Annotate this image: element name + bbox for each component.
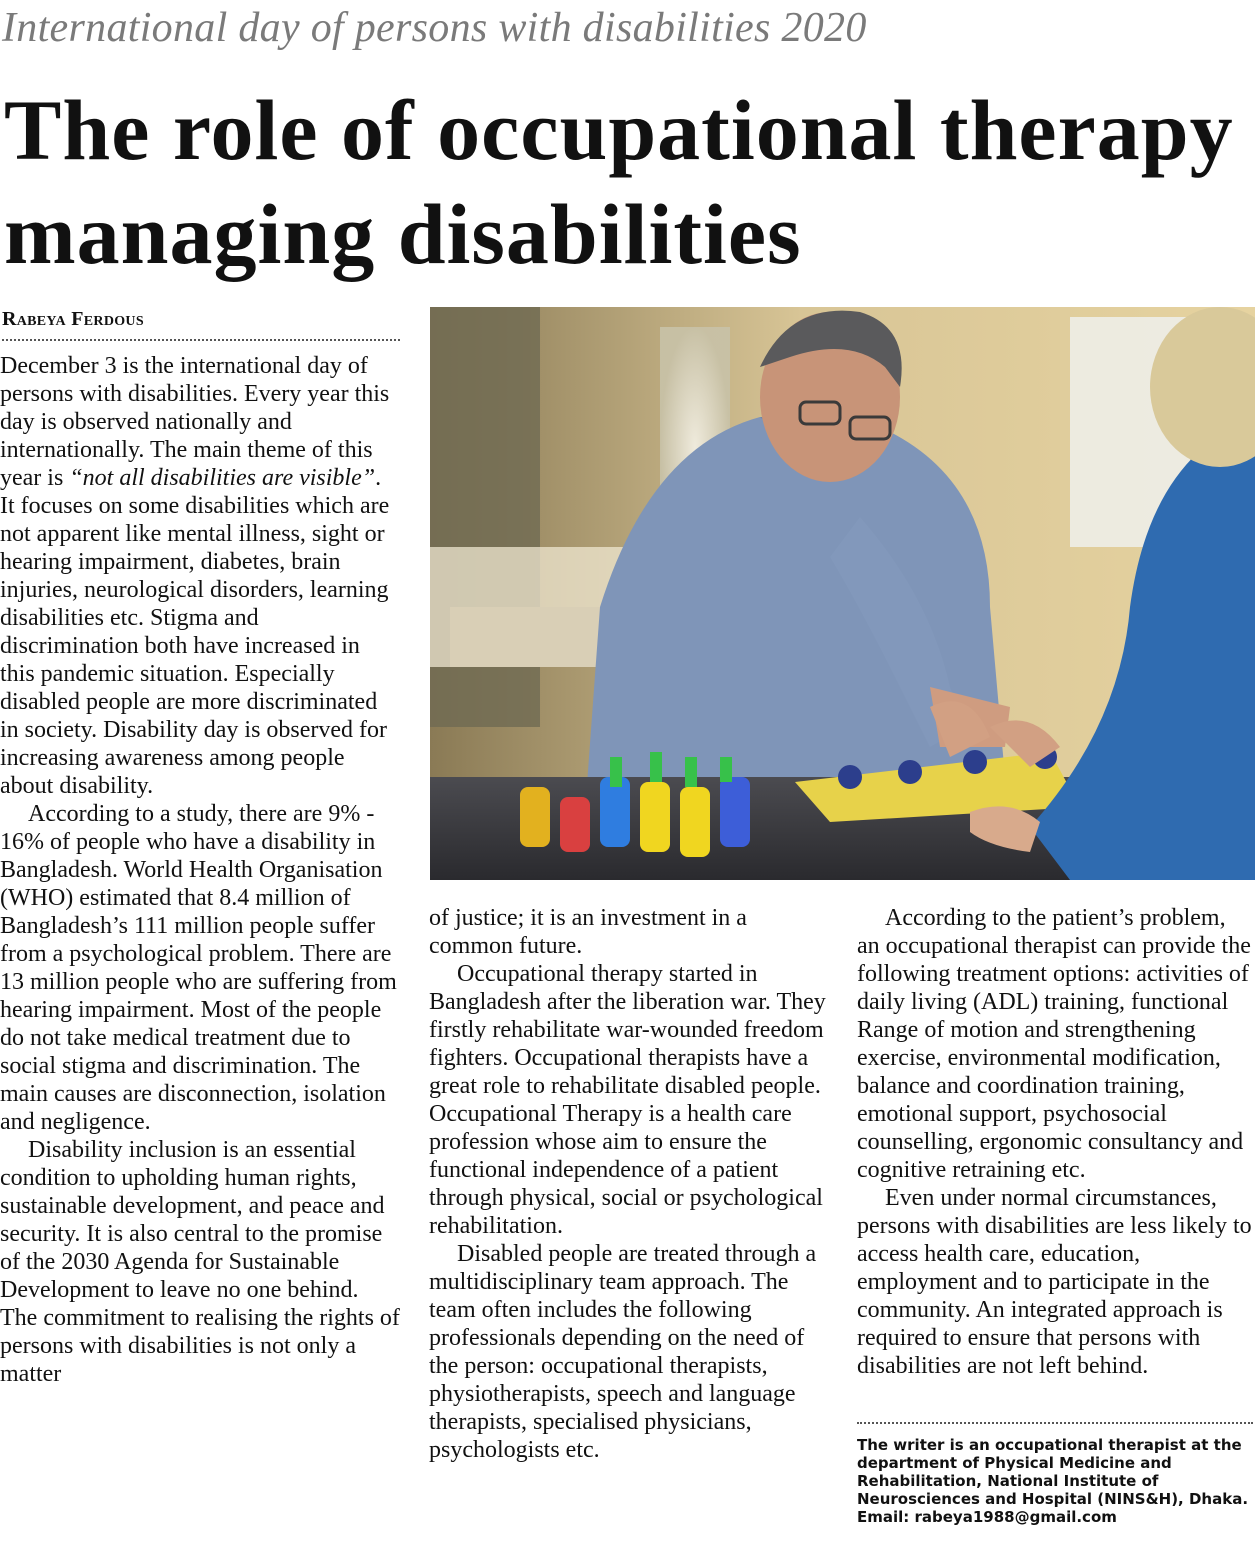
paragraph-4: of justice; it is an investment in a common future.: [429, 905, 747, 959]
paragraph-7: According to the patient’s problem, an occupational therapist can provide the following treatment options: activities of daily living (ADL) training, functional Range of motion and strengthening exercise, environmental modification, balance and coordination training, emotional support, psychosocial counselling, ergonomic consultancy and cognitive retraining etc.: [857, 905, 1251, 1183]
headline-line-2: managing disabilities: [4, 186, 802, 282]
paragraph-1: [0, 352, 400, 800]
theme-quote: “not all disabilities are visible”: [69, 465, 376, 491]
article-column-1: [0, 352, 400, 1388]
byline: Rabeya Ferdous: [2, 305, 400, 341]
paragraph-3: Disability inclusion is an essential condition to upholding human rights, sustainable development, and peace and security. It is also central to the promise of the 2030 Agenda for Sustainable Development to leave no one behind. The commitment to realising the rights of persons with disabilities is not only a matter: [0, 1137, 400, 1387]
paragraph-6: Disabled people are treated through a multidisciplinary team approach. The team often includes the following professionals depending on the need of the person: occupational therapists, physiotherapists, speech and language therapists, specialised physicians, psychologists etc.: [429, 1241, 817, 1463]
headline: [4, 78, 1254, 286]
article-photo: [430, 307, 1255, 880]
paragraph-2: According to a study, there are 9% - 16% of people who have a disability in Bangladesh. World Health Organisation (WHO) estimated that 8.4 million of Bangladesh’s 111 million people suffer from a psychological problem. There are 13 million people who are suffering from hearing impairment. Most of the people do not take medical treatment due to social stigma and discrimination. The main causes are disconnection, isolation and negligence.: [0, 801, 397, 1135]
article-column-3: [857, 904, 1253, 1380]
headline-line-1: The role of occupational therapy: [4, 82, 1234, 178]
paragraph-1-rest: . It focuses on some disabilities which are not apparent like mental illness, sight or hearing impairment, diabetes, brain injuries, neurological disorders, learning disabilities etc. Stigma and discrimination both have increased in this pandemic situation. Especially disabled people are more discriminated in society. Disability day is observed for increasing awareness among people about disability.: [0, 465, 390, 799]
therapy-session-illustration: [430, 307, 1255, 880]
kicker-line: International day of persons with disabilities 2020: [2, 5, 867, 51]
article-column-2: [429, 904, 829, 1464]
paragraph-5: Occupational therapy started in Bangladesh after the liberation war. They firstly rehabilitate war-wounded freedom fighters. Occupational therapists have a great role to rehabilitate disabled people. Occupational Therapy is a health care profession whose aim to ensure the functional independence of a patient through physical, social or psychological rehabilitation.: [429, 961, 826, 1239]
paragraph-1-intro: December 3 is the international day of persons with disabilities. Every year this day is observed nationally and internationally. The main theme of this year is: [0, 353, 390, 491]
paragraph-8: Even under normal circumstances, persons with disabilities are less likely to access health care, education, employment and to participate in the community. An integrated approach is required to ensure that persons with disabilities are not left behind.: [857, 1185, 1252, 1379]
writer-note: The writer is an occupational therapist at the department of Physical Medicine and Rehabilitation, National Institute of Neurosciences and Hospital (NINS&H), Dhaka. Email: rabeya1988@gmail.com: [857, 1422, 1253, 1526]
